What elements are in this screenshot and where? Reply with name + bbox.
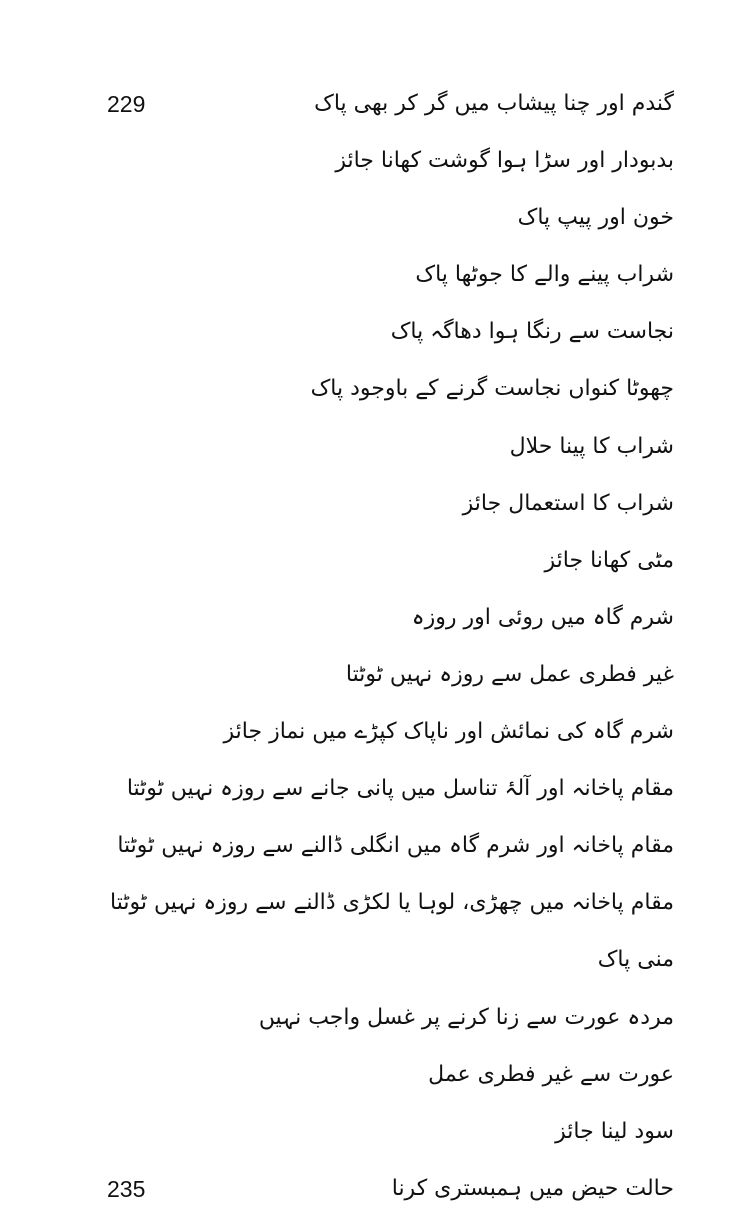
toc-entry-title: شراب کا استعمال جائز: [462, 490, 674, 516]
toc-entry: [0, 192, 750, 249]
toc-entry-title: شرم گاہ کی نمائش اور ناپاک کپڑے میں نماز جائز: [223, 719, 674, 745]
toc-entry: [0, 363, 750, 420]
toc-entry-title: مردہ عورت سے زنا کرنے پر غسل واجب نہیں: [258, 1004, 674, 1030]
toc-entry: [0, 78, 750, 135]
toc-entry: [0, 249, 750, 306]
toc-entry-page-number: 229: [107, 91, 146, 117]
toc-entry: [0, 592, 750, 649]
toc-entry: [0, 820, 750, 877]
toc-entry-page-number: 235: [107, 1175, 146, 1202]
toc-entry-title: مقام پاخانہ میں چھڑی، لوہا یا لکڑی ڈالنے سے روزہ نہیں ٹوٹتا: [110, 890, 674, 916]
toc-entry-title: گندم اور چنا پیشاب میں گر کر بھی پاک: [314, 91, 674, 116]
toc-entry-title: شراب پینے والے کا جوٹھا پاک: [415, 262, 674, 288]
toc-entry: [0, 306, 750, 363]
toc-entry: [0, 535, 750, 592]
toc-entry-title: مقام پاخانہ اور آلۂ تناسل میں پانی جانے سے روزہ نہیں ٹوٹتا: [126, 776, 674, 802]
toc-entry: [0, 934, 750, 991]
toc-entry: [0, 763, 750, 820]
toc-entry-title: بدبودار اور سڑا ہوا گوشت کھانا جائز: [335, 148, 674, 174]
toc-entry-title: مٹی کھانا جائز: [544, 547, 674, 573]
toc-entry: [0, 421, 750, 478]
toc-entry: [0, 992, 750, 1049]
toc-entry-title: شراب کا پینا حلال: [509, 433, 674, 459]
toc-entry-title: مقام پاخانہ اور شرم گاہ میں انگلی ڈالنے سے روزہ نہیں ٹوٹتا: [117, 833, 674, 859]
toc-entry: [0, 1106, 750, 1163]
toc-entry-title: نجاست سے رنگا ہوا دھاگہ پاک: [390, 319, 674, 345]
toc-entry-title: عورت سے غیر فطری عمل: [428, 1061, 674, 1087]
toc-entry: [0, 706, 750, 763]
toc-entry-title: حالت حیض میں ہمبستری کرنا: [391, 1175, 674, 1201]
toc-entry: [0, 135, 750, 192]
toc-entry: [0, 478, 750, 535]
toc-entry-title: شرم گاہ میں روئی اور روزہ: [411, 604, 674, 630]
table-of-contents: [0, 78, 750, 1220]
toc-entry-title: غیر فطری عمل سے روزہ نہیں ٹوٹتا: [345, 661, 674, 687]
toc-entry: [0, 1049, 750, 1106]
toc-entry: [0, 649, 750, 706]
toc-entry-title: خون اور پیپ پاک: [517, 205, 674, 231]
toc-entry-title: چھوٹا کنواں نجاست گرنے کے باوجود پاک: [310, 376, 674, 402]
toc-entry-title: سود لینا جائز: [555, 1118, 674, 1144]
toc-entry: [0, 877, 750, 934]
toc-entry: [0, 1163, 750, 1220]
toc-entry-title: منی پاک: [597, 947, 674, 973]
